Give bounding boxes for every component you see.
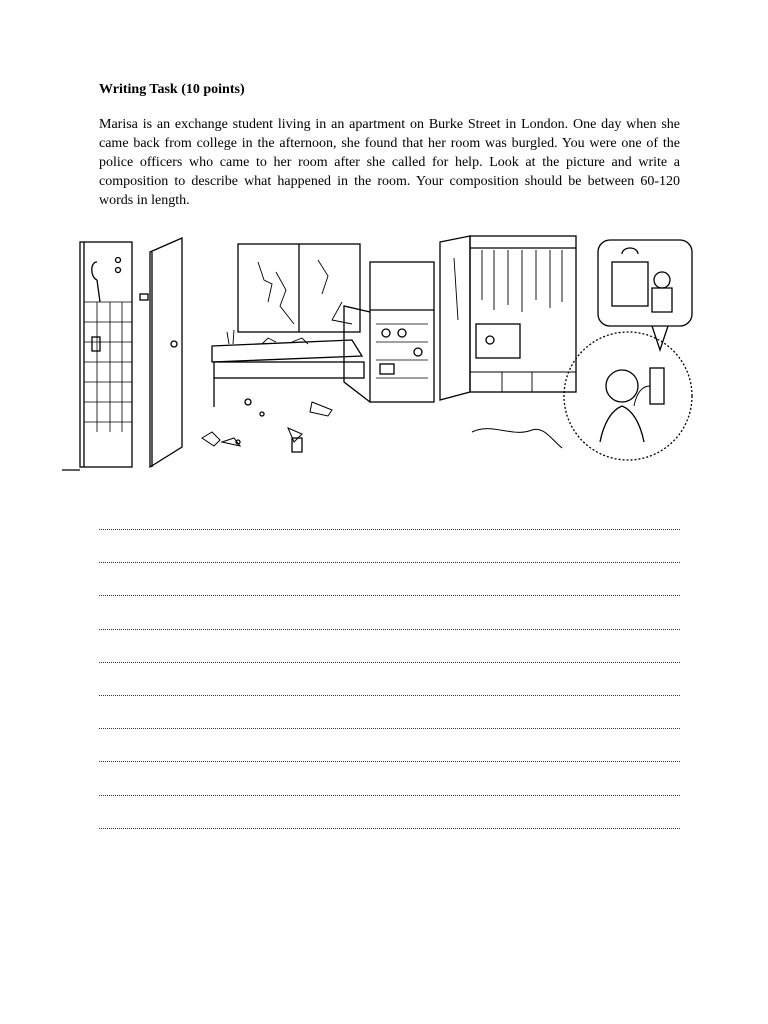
answer-line[interactable] — [99, 696, 680, 729]
phone-call-icon — [564, 332, 692, 460]
open-door-icon — [140, 238, 182, 467]
wardrobe-icon — [440, 236, 576, 400]
task-title: Writing Task (10 points) — [99, 82, 245, 97]
answer-line[interactable] — [99, 796, 680, 829]
answer-lines[interactable] — [99, 520, 680, 829]
answer-line[interactable] — [99, 563, 680, 596]
scattered-items-icon — [62, 399, 562, 470]
burgled-room-illustration — [62, 232, 702, 482]
broken-window-icon — [238, 244, 360, 332]
answer-line[interactable] — [99, 663, 680, 696]
answer-line[interactable] — [99, 729, 680, 762]
answer-line[interactable] — [99, 630, 680, 663]
shower-icon — [80, 242, 132, 467]
desk-icon — [212, 330, 364, 407]
task-prompt: Marisa is an exchange student living in an apartment on Burke Street in London. One day when she came back from college in the afternoon, she found that her room was burgled. You were one of the police officers who came to her room after she called for help. Look at the picture and write a composition to describe what happened in the room. Your composition should be between 60-120 words in length. — [99, 117, 680, 208]
answer-line[interactable] — [99, 762, 680, 795]
answer-line[interactable] — [99, 596, 680, 629]
answer-line[interactable] — [99, 520, 680, 530]
answer-line[interactable] — [99, 530, 680, 563]
woman-on-phone-icon — [600, 368, 664, 442]
